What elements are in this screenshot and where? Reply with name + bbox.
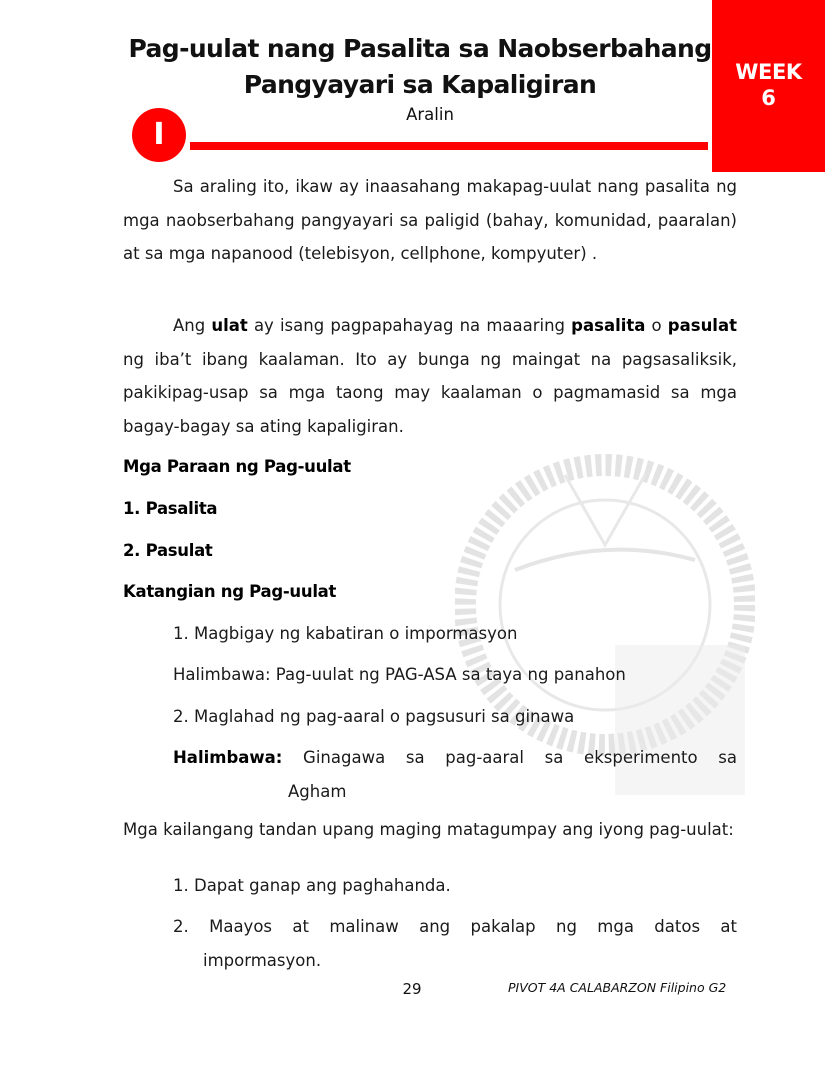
method-item-2: 2. Pasulat [123,541,213,560]
requirement-item-2-cont: impormasyon. [203,951,322,970]
characteristic-item-1: 1. Magbigay ng kabatiran o impormasyon [173,624,518,643]
term-ulat: ulat [211,316,248,335]
term-pasalita: pasalita [571,316,646,335]
characteristic-example-2: Halimbawa: Ginagawa sa pag-aaral sa eksperimento sa [173,748,737,767]
intro-paragraph-2: Ang ulat ay isang pagpapahayag na maaaring pasalita o pasulat ng iba’t ibang kaalaman. Ito ay bunga ng maingat na pagsasaliksik, pakikipag-usap sa mga taong may kaalaman o pagmamasid sa mga bagay-bagay sa ating kapaligiran. [123,316,737,436]
lesson-subtitle: Aralin [406,105,454,124]
header-divider [190,142,708,150]
method-item-1: 1. Pasalita [123,499,218,518]
intro-paragraph-1: Sa araling ito, ikaw ay inaasahang makapag-uulat nang pasalita ng mga naobserbahang pangyayari sa paligid (bahay, komunidad, paaralan) at sa mga napanood (telebisyon, cellphone, kompyuter) . [123,177,737,264]
page-number: 29 [402,980,422,998]
week-tab [712,0,825,172]
term-pasulat: pasulat [667,316,737,335]
lesson-title-line2: Pangyayari sa Kapaligiran [243,70,597,99]
characteristic-example-1: Halimbawa: Pag-uulat ng PAG-ASA sa taya ng panahon [173,665,626,684]
requirement-item-1: 1. Dapat ganap ang paghahanda. [173,876,451,895]
week-number: 6 [761,86,776,110]
requirement-item-2: 2. Maayos at malinaw ang pakalap ng mga datos at [173,917,737,936]
example-label: Halimbawa: [173,748,283,767]
characteristic-item-2: 2. Maglahad ng pag-aaral o pagsusuri sa ginawa [173,707,575,726]
lesson-title-line1: Pag-uulat nang Pasalita sa Naobserbahang [128,34,712,63]
section-badge: I [132,108,186,162]
footer-source: PIVOT 4A CALABARZON Filipino G2 [508,980,727,995]
requirements-intro: Mga kailangang tandan upang maging matagumpay ang iyong pag-uulat: [123,820,734,839]
week-label: WEEK [735,60,802,84]
characteristics-heading: Katangian ng Pag-uulat [123,582,337,601]
methods-heading: Mga Paraan ng Pag-uulat [123,457,351,476]
characteristic-example-2-cont: Agham [288,782,347,801]
